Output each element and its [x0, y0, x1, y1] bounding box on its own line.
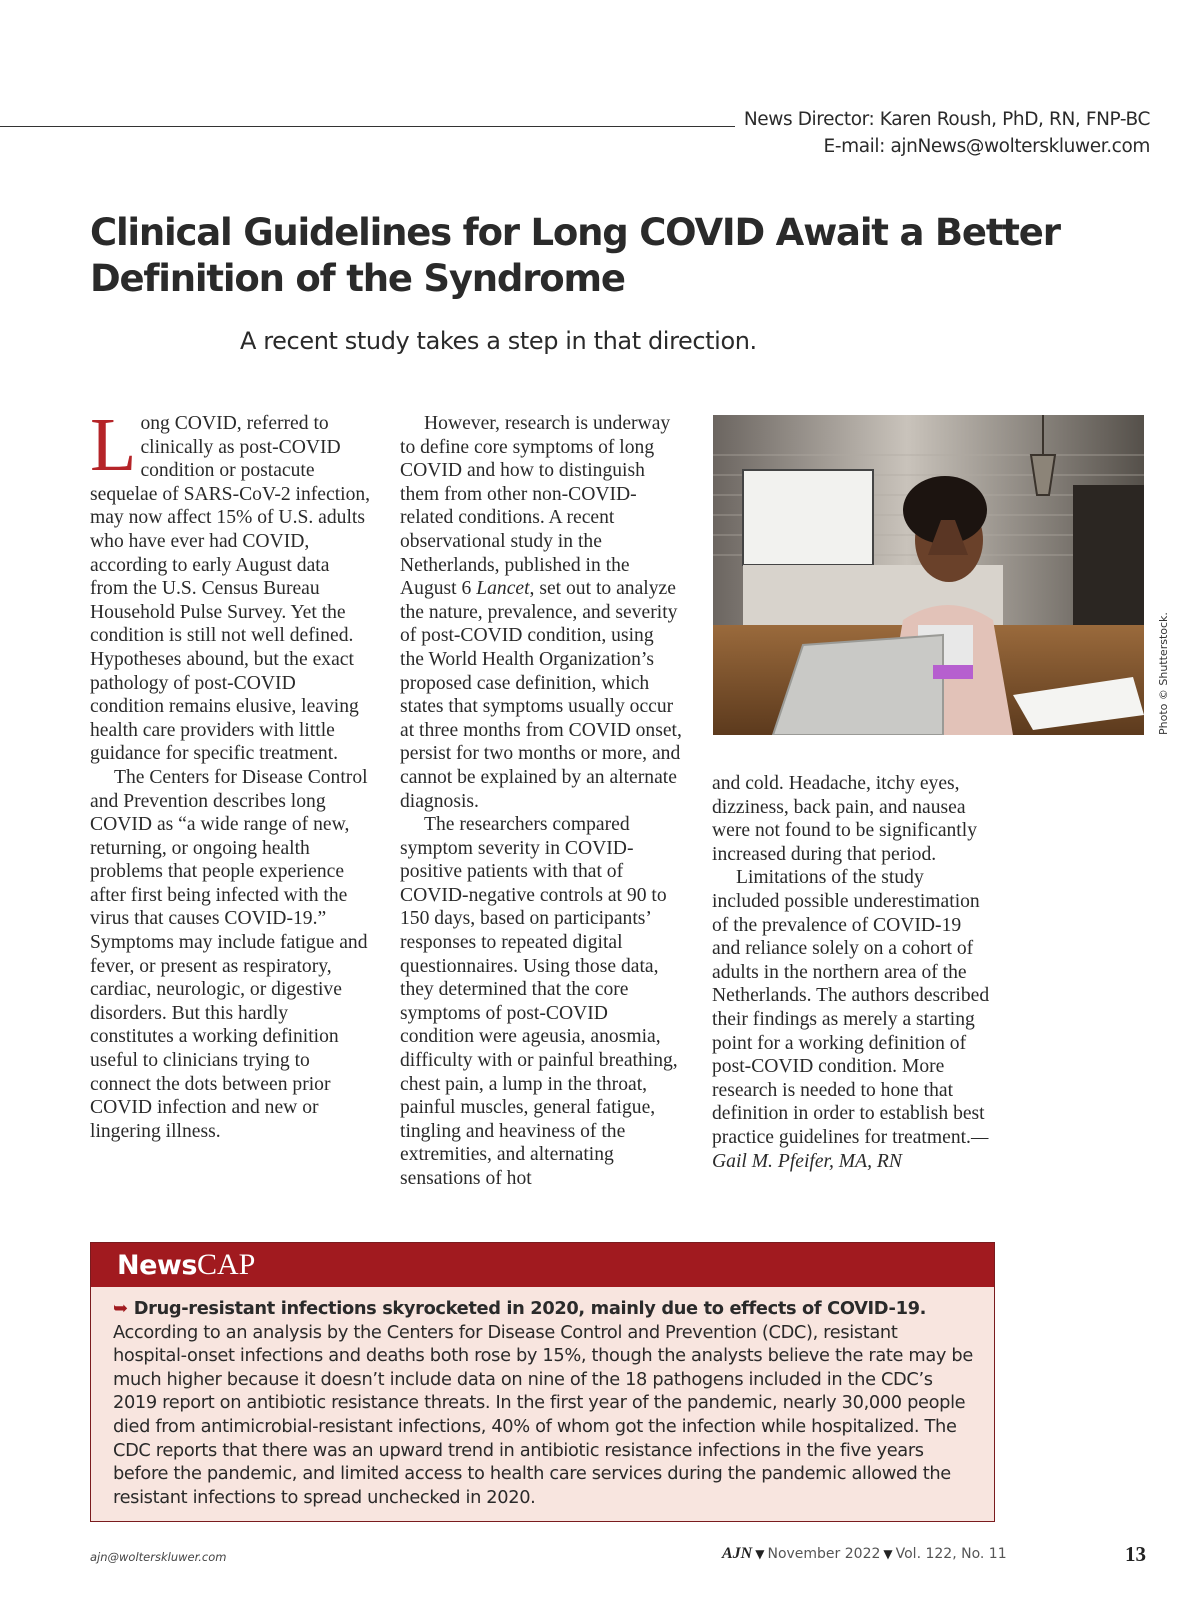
- masthead-rule: [0, 126, 735, 127]
- footer-email: ajn@wolterskluwer.com: [90, 1550, 227, 1564]
- newscap-box: [90, 1242, 995, 1522]
- newscap-item: ➥ Drug-resistant infections skyrocketed in 2020, mainly due to effects of COVID-19. According to an analysis by the Centers for Disease Control and Prevention (CDC), resistant hospital-onset infections and deaths both rose by 15%, though the analysts believe the rate may be much higher because it doesn’t include data on nine of the 18 pathogens included in the CDC’s 2019 report on antibiotic resistance threats. In the first year of the pandemic, nearly 30,000 people died from antimicrobial-resistant infections, 40% of whom got the infection while hospitalized. The CDC reports that there was an upward trend in antibiotic resistance infections in the five years before the pandemic, and limited access to health care services during the pandemic allowed the resistant infections to spread unchecked in 2020.: [113, 1298, 973, 1508]
- footer-issue: AJN ▼ November 2022 ▼ Vol. 122, No. 11: [722, 1545, 1007, 1562]
- article-column-2: [400, 412, 682, 1191]
- masthead: [744, 106, 1150, 160]
- article-paragraph: The researchers compared symptom severity in COVID-positive patients with that of COVID-negative controls at 90 to 150 days, based on participants’ responses to repeated digital questionnaires. Using those data, they determined that the core symptoms of post-COVID condition were ageusia, anosmia, difficulty with or painful breathing, chest pain, a lump in the throat, painful muscles, general fatigue, tingling and heaviness of the extremities, and alternating sensations of hot: [400, 814, 678, 1189]
- article-headline: Clinical Guidelines for Long COVID Await a Better Definition of the Syndrome: [90, 211, 1060, 300]
- newscap-lead: Drug-resistant infections skyrocketed in 2020, mainly due to effects of COVID-19.: [133, 1298, 927, 1319]
- journal-logo: AJN: [722, 1545, 753, 1562]
- triangle-icon: ▼: [755, 1547, 765, 1561]
- newscap-header: NewsCAP: [91, 1243, 994, 1287]
- article-paragraph: and cold. Headache, itchy eyes, dizziness, back pain, and nausea were not found to be significantly increased during that period.: [712, 773, 977, 865]
- news-director: News Director: Karen Roush, PhD, RN, FNP-BC: [743, 109, 1150, 130]
- article-deck: A recent study takes a step in that direction.: [240, 327, 757, 355]
- page-number: 13: [1125, 1542, 1146, 1566]
- article-paragraph: Limitations of the study included possible underestimation of the prevalence of COVID-19 and reliance solely on a cohort of adults in the northern area of the Netherlands. The authors described their findings as merely a starting point for a working definition of post-COVID condition. More research is needed to hone that definition in order to establish best practice guidelines for treatment.—Gail M. Pfeifer, MA, RN: [712, 867, 990, 1172]
- article-byline: —Gail M. Pfeifer, MA, RN: [712, 1126, 989, 1172]
- woman-at-laptop-photo: [713, 415, 1144, 735]
- drop-cap: L: [90, 403, 137, 487]
- triangle-icon: ▼: [883, 1547, 893, 1561]
- article-column-1: [90, 403, 372, 1143]
- photo-credit: Photo © Shutterstock.: [1157, 612, 1170, 735]
- journal-name: Lancet: [476, 578, 530, 600]
- article-column-3: [712, 772, 994, 1173]
- news-email: E-mail: ajnNews@wolterskluwer.com: [823, 136, 1150, 157]
- article-paragraph: However, research is underway to define core symptoms of long COVID and how to distinguish them from other non-COVID-related conditions. A recent observational study in the Netherlands, published in the August 6 Lancet, set out to analyze the nature, prevalence, and severity of post-COVID condition, using the World Health Organization’s proposed case definition, which states that symptoms usually occur at three months from COVID onset, persist for two months or more, and cannot be explained by an alternate diagnosis.: [400, 413, 682, 812]
- article-paragraph: Long COVID, referred to clinically as post-COVID condition or postacute sequelae of SARS-CoV-2 infection, may now affect 15% of U.S. adults who have ever had COVID, according to early August data from the U.S. Census Bureau Household Pulse Survey. Yet the condition is still not well defined. Hypotheses abound, but the exact pathology of post-COVID condition remains elusive, leaving health care providers with little guidance for specific treatment.: [90, 403, 371, 765]
- arrow-icon: ➥: [113, 1298, 128, 1319]
- article-paragraph: The Centers for Disease Control and Prevention describes long COVID as “a wide range of new, returning, or ongoing health problems that people experience after first being infected with the virus that causes COVID-19.” Symptoms may include fatigue and fever, or present as respiratory, cardiac, neurologic, or digestive disorders. But this hardly constitutes a working definition useful to clinicians trying to connect the dots between prior COVID infection and new or lingering illness.: [90, 766, 368, 1142]
